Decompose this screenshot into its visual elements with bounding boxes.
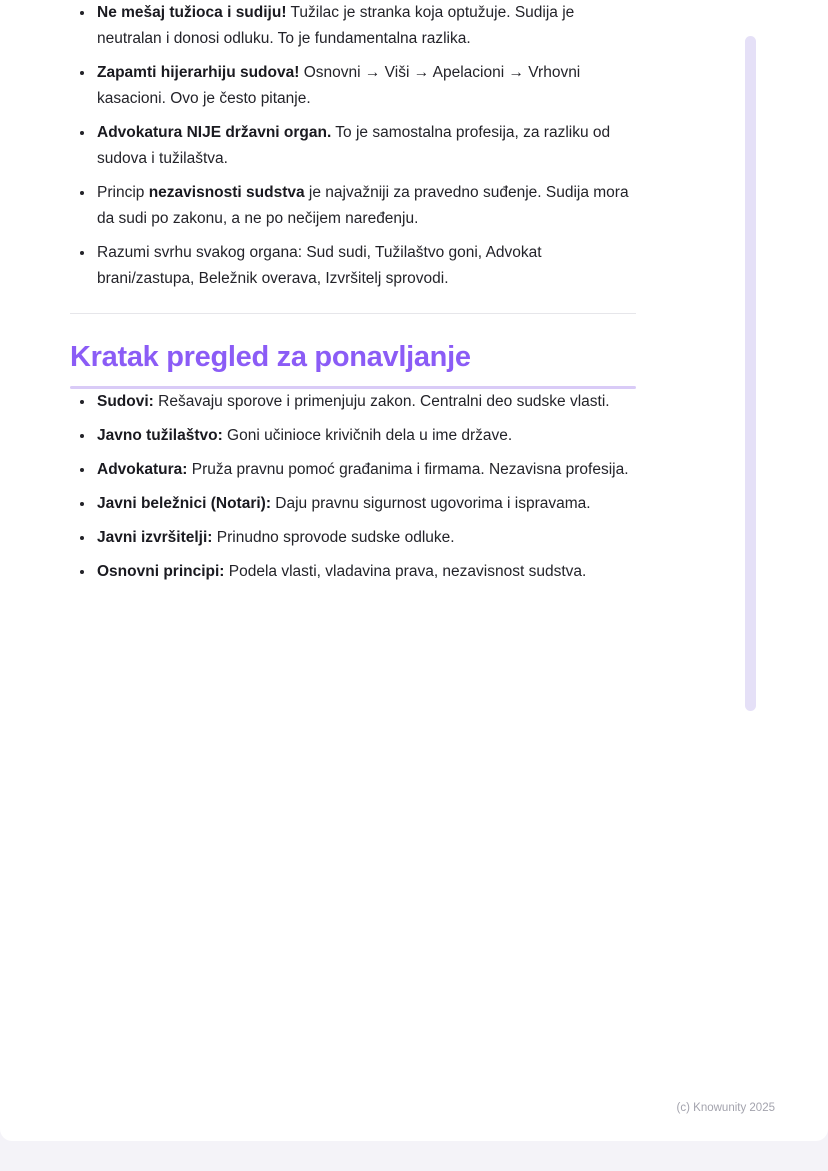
list-item-term: Advokatura NIJE državni organ. (97, 124, 332, 141)
copyright-text: (c) Knowunity 2025 (676, 1102, 775, 1114)
list-item-term: Osnovni principi: (97, 563, 225, 580)
list-item-text: Daju pravnu sigurnost ugovorima i ispravama. (270, 495, 591, 512)
list-item (95, 491, 636, 517)
list-item-text: je najvažniji za pravedno suđenje. Sudija mora da sudi po zakonu, a ne po nečijem naređenju. (97, 184, 629, 227)
list-item-term: Sudovi: (97, 393, 154, 410)
list-item-text: Princip (97, 184, 149, 201)
list-item (95, 60, 636, 112)
list-item-text: Goni učinioce krivičnih dela u ime države. (222, 427, 513, 444)
tips-list (70, 0, 636, 292)
list-item (95, 240, 636, 292)
list-item-term: Javni izvršitelji: (97, 529, 213, 546)
list-item-term: Javni beležnici (Notari): (97, 495, 271, 512)
list-item-text: Prinudno sprovode sudske odluke. (212, 529, 455, 546)
list-item-term: Advokatura: (97, 461, 188, 478)
section-heading: Kratak pregled za ponavljanje (70, 341, 471, 373)
list-item (95, 423, 636, 449)
list-item-text: Pruža pravnu pomoć građanima i firmama. Nezavisna profesija. (187, 461, 629, 478)
list-item (95, 559, 636, 585)
list-item (95, 0, 636, 52)
section-divider (70, 313, 636, 314)
list-item-term: Zapamti hijerarhiju sudova! (97, 64, 300, 81)
list-item-text: Osnovni → Viši → Apelacioni → Vrhovni kasacioni. Ovo je često pitanje. (97, 64, 581, 107)
list-item (95, 389, 636, 415)
summary-list (70, 389, 636, 585)
list-item (95, 120, 636, 172)
list-item-term: Ne mešaj tužioca i sudiju! (97, 4, 287, 21)
list-item (95, 525, 636, 551)
list-item-text: To je samostalna profesija, za razliku od sudova i tužilaštva. (97, 124, 611, 167)
list-item (95, 457, 636, 483)
scrollbar-thumb[interactable] (745, 36, 756, 711)
list-item-text: Tužilac je stranka koja optužuje. Sudija je neutralan i donosi odluku. To je fundamentalna razlika. (97, 4, 575, 47)
list-item-text: Rešavaju sporove i primenjuju zakon. Centralni deo sudske vlasti. (153, 393, 610, 410)
list-item-term: Javno tužilaštvo: (97, 427, 223, 444)
list-item-term: nezavisnosti sudstva (148, 184, 305, 201)
list-item-text: Razumi svrhu svakog organa: Sud sudi, Tužilaštvo goni, Advokat brani/zastupa, Beležnik overava, Izvršitelj sprovodi. (97, 244, 542, 287)
document-content (70, 0, 636, 593)
list-item (95, 180, 636, 232)
list-item-text: Podela vlasti, vladavina prava, nezavisnost sudstva. (224, 563, 587, 580)
